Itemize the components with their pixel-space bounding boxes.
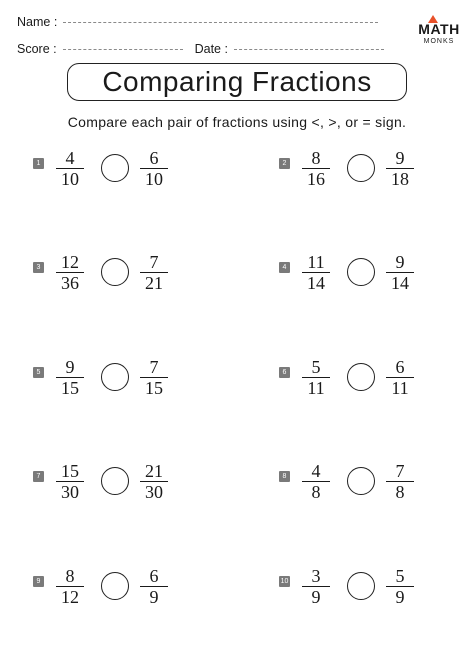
right-numerator: 5	[395, 566, 405, 586]
left-numerator: 4	[311, 461, 321, 481]
problem-number-badge: 4	[279, 262, 290, 273]
left-fraction	[301, 567, 331, 606]
right-denominator: 11	[391, 378, 409, 398]
name-row	[17, 15, 378, 29]
left-fraction	[301, 149, 331, 188]
problem-number-badge: 7	[33, 471, 44, 482]
right-fraction	[139, 253, 169, 292]
right-numerator: 7	[149, 357, 159, 377]
left-denominator: 11	[307, 378, 325, 398]
left-fraction	[55, 567, 85, 606]
problem-number-badge: 1	[33, 158, 44, 169]
problem-item	[279, 567, 419, 617]
left-numerator: 5	[311, 357, 321, 377]
left-numerator: 4	[65, 148, 75, 168]
answer-circle[interactable]	[101, 154, 129, 182]
right-denominator: 9	[149, 587, 159, 607]
right-denominator: 21	[145, 273, 163, 293]
left-denominator: 15	[61, 378, 79, 398]
answer-circle[interactable]	[347, 258, 375, 286]
left-denominator: 14	[307, 273, 325, 293]
problem-item	[33, 149, 173, 199]
right-numerator: 9	[395, 148, 405, 168]
left-fraction	[55, 462, 85, 501]
problem-item	[33, 462, 173, 512]
right-denominator: 10	[145, 169, 163, 189]
instructions: Compare each pair of fractions using <, >, or = sign.	[67, 114, 407, 130]
right-fraction	[139, 567, 169, 606]
right-denominator: 30	[145, 482, 163, 502]
math-monks-logo	[415, 21, 463, 46]
right-fraction	[385, 567, 415, 606]
right-fraction	[385, 253, 415, 292]
right-fraction	[385, 149, 415, 188]
answer-circle[interactable]	[101, 258, 129, 286]
right-numerator: 6	[149, 148, 159, 168]
answer-circle[interactable]	[101, 572, 129, 600]
left-fraction	[301, 462, 331, 501]
problem-item	[279, 358, 419, 408]
left-fraction	[55, 253, 85, 292]
right-numerator: 6	[395, 357, 405, 377]
problem-item	[279, 462, 419, 512]
problem-number-badge: 3	[33, 262, 44, 273]
right-denominator: 14	[391, 273, 409, 293]
date-label: Date :	[194, 42, 228, 56]
left-numerator: 8	[65, 566, 75, 586]
worksheet-title: Comparing Fractions	[67, 63, 407, 101]
score-date-row	[17, 42, 384, 56]
right-numerator: 9	[395, 252, 405, 272]
answer-circle[interactable]	[101, 363, 129, 391]
left-denominator: 8	[311, 482, 321, 502]
left-denominator: 12	[61, 587, 79, 607]
right-denominator: 9	[395, 587, 405, 607]
left-denominator: 10	[61, 169, 79, 189]
problem-number-badge: 6	[279, 367, 290, 378]
answer-circle[interactable]	[347, 154, 375, 182]
right-fraction	[139, 462, 169, 501]
left-fraction	[55, 358, 85, 397]
right-fraction	[139, 358, 169, 397]
problem-item	[279, 253, 419, 303]
left-numerator: 12	[61, 252, 79, 272]
problem-number-badge: 2	[279, 158, 290, 169]
answer-circle[interactable]	[347, 467, 375, 495]
name-label: Name :	[17, 15, 58, 29]
score-field[interactable]	[63, 49, 183, 50]
problem-number-badge: 10	[280, 578, 289, 585]
right-denominator: 8	[395, 482, 405, 502]
left-numerator: 15	[61, 461, 79, 481]
left-denominator: 16	[307, 169, 325, 189]
answer-circle[interactable]	[347, 363, 375, 391]
left-denominator: 30	[61, 482, 79, 502]
left-denominator: 9	[311, 587, 321, 607]
date-field[interactable]	[234, 49, 384, 50]
right-fraction	[385, 358, 415, 397]
right-denominator: 15	[145, 378, 163, 398]
problem-item	[33, 253, 173, 303]
left-fraction	[301, 253, 331, 292]
name-field[interactable]	[63, 22, 378, 23]
problem-item	[33, 567, 173, 617]
right-numerator: 21	[145, 461, 163, 481]
problem-number-badge: 5	[33, 367, 44, 378]
right-numerator: 7	[149, 252, 159, 272]
problem-item	[33, 358, 173, 408]
left-numerator: 8	[311, 148, 321, 168]
right-fraction	[139, 149, 169, 188]
left-fraction	[55, 149, 85, 188]
left-numerator: 11	[307, 252, 325, 272]
right-denominator: 18	[391, 169, 409, 189]
problem-number-badge: 8	[279, 471, 290, 482]
logo-main-text: MATH	[418, 21, 460, 37]
problem-item	[279, 149, 419, 199]
logo-triangle-icon	[428, 15, 438, 23]
left-denominator: 36	[61, 273, 79, 293]
answer-circle[interactable]	[101, 467, 129, 495]
score-label: Score :	[17, 42, 57, 56]
right-numerator: 6	[149, 566, 159, 586]
right-fraction	[385, 462, 415, 501]
answer-circle[interactable]	[347, 572, 375, 600]
left-numerator: 9	[65, 357, 75, 377]
logo-sub-text: MONKS	[423, 38, 455, 45]
left-numerator: 3	[311, 566, 321, 586]
left-fraction	[301, 358, 331, 397]
problem-number-badge: 9	[33, 576, 44, 587]
right-numerator: 7	[395, 461, 405, 481]
